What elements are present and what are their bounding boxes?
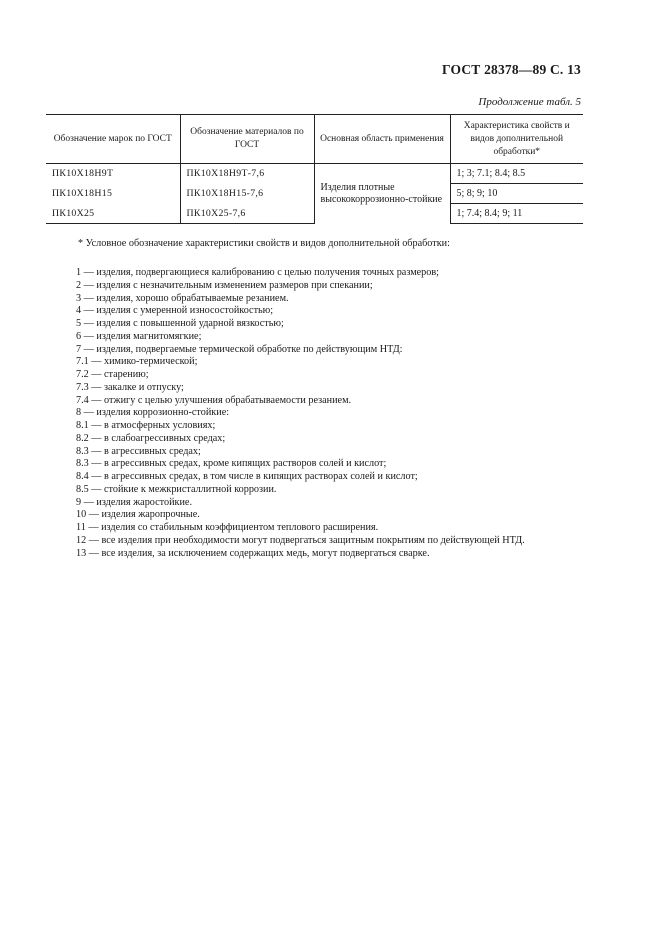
legend-item: 7.1 — химико-термической; xyxy=(76,356,198,368)
legend-item: 13 — все изделия, за исключением содержащих медь, могут подвергаться сварке. xyxy=(76,547,430,559)
legend-item: 8.4 — в агрессивных средах, в том числе в кипящих растворах солей и кислот; xyxy=(76,471,418,482)
application-cell: Изделия плотные высококоррозионно-стойкие xyxy=(314,164,450,224)
column-header-grade: Обозначение марок по ГОСТ xyxy=(46,115,180,164)
legend-item: 12 — все изделия при необходимости могут подвергаться защитным покрытиям по действующей НТД. xyxy=(76,534,525,546)
properties-cell: 5; 8; 9; 10 xyxy=(450,184,583,204)
legend-item: 8.3 — в агрессивных средах, кроме кипящих растворов солей и кислот; xyxy=(76,458,387,470)
legend-item: 7.4 — отжигу с целью улучшения обрабатываемости резанием. xyxy=(76,394,352,406)
grade-cell: ПК10Х18Н15 xyxy=(52,188,113,199)
legend-item: 6 — изделия магнитомягкие; xyxy=(76,330,202,342)
page-header: ГОСТ 28378—89 С. 13 xyxy=(442,62,581,77)
column-header-properties: Характеристика свойств и видов дополнительной обработки* xyxy=(450,115,583,164)
legend-item: 3 — изделия, хорошо обрабатываемые резанием. xyxy=(76,292,289,304)
properties-cell: 1; 7.4; 8.4; 9; 11 xyxy=(450,204,583,224)
legend-item: 8.5 — стойкие к межкристаллитной коррозии. xyxy=(76,483,277,495)
material-cell: ПК10Х25-7,6 xyxy=(180,204,314,224)
legend-item: 2 — изделия с незначительным изменением размеров при спекании; xyxy=(76,279,373,291)
legend-item: 10 — изделия жаропрочные. xyxy=(76,509,200,521)
legend-item: 9 — изделия жаростойкие. xyxy=(76,496,192,508)
legend-item: 8 — изделия коррозионно-стойкие: xyxy=(76,407,230,419)
footnote: * Условное обозначение характеристики свойств и видов дополнительной обработки: xyxy=(78,238,450,249)
grade-cell: ПК10Х18Н9Т xyxy=(52,168,114,180)
legend-item: 7.3 — закалке и отпуску; xyxy=(76,381,184,393)
legend-item: 4 — изделия с умеренной износостойкостью; xyxy=(76,305,274,317)
legend-item: 5 — изделия с повышенной ударной вязкостью; xyxy=(76,318,284,329)
legend-item: 7 — изделия, подвергаемые термической обработке по действующим НТД: xyxy=(76,343,403,355)
material-cell: ПК10Х18Н9Т-7,6 xyxy=(180,164,314,184)
table-header-row xyxy=(46,115,583,164)
column-header-material: Обозначение материалов по ГОСТ xyxy=(180,115,314,164)
legend-item: 11 — изделия со стабильным коэффициентом теплового расширения. xyxy=(76,522,379,533)
grade-cell: ПК10Х25 xyxy=(46,204,180,224)
legend-item: 8.1 — в атмосферных условиях; xyxy=(76,420,216,431)
table-row xyxy=(46,164,583,184)
grades-table xyxy=(46,114,583,224)
material-cell: ПК10Х18Н15-7,6 xyxy=(180,184,314,204)
legend-item: 8.3 — в агрессивных средах; xyxy=(76,445,201,457)
table-continuation-label: Продолжение табл. 5 xyxy=(478,96,581,108)
column-header-application: Основная область применения xyxy=(314,115,450,164)
properties-cell: 1; 3; 7.1; 8.4; 8.5 xyxy=(450,164,583,184)
legend-item: 7.2 — старению; xyxy=(76,369,149,380)
legend-list xyxy=(76,267,525,560)
legend-item: 8.2 — в слабоагрессивных средах; xyxy=(76,432,226,444)
legend-item: 1 — изделия, подвергающиеся калиброванию с целью получения точных размеров; xyxy=(76,267,439,278)
